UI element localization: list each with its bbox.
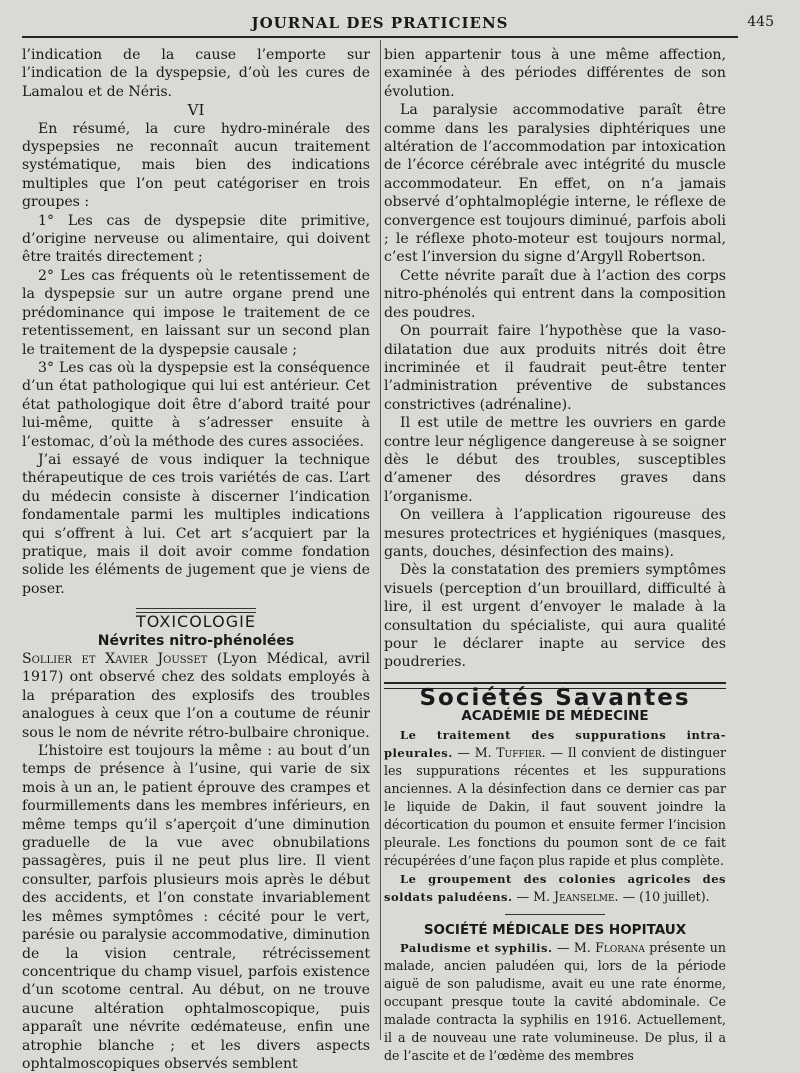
article-intro — [22, 650, 370, 742]
paragraph: l’indication de la cause l’emporte sur l’indication de la dyspepsie, d’où les cures de Lamalou et de Néris. — [22, 47, 370, 100]
page-number: 445 — [747, 14, 774, 30]
paragraph: 1° Les cas de dyspepsie dite primitive, d’origine nerveuse ou alimentaire, qui doivent être traités directement ; — [22, 212, 370, 266]
paragraph: J’ai essayé de vous indiquer la technique thérapeutique de ces trois variétés de cas. L’art du médecin consiste à discerner l’indication fondamentale parmi les multiples indications qui s’offrent à lui. Cet art s’acquiert par la pratique, mais il doit avoir comme fondation solide les éléments de jugement que je viens de poser. — [22, 451, 370, 597]
society-report — [384, 726, 726, 906]
report-date: (10 juillet). — [639, 888, 710, 904]
report-text: — Il convient de distinguer les suppurations récentes et les suppurations anciennes. A la désinfection dans ce dernier cas par le liquide de Dakin, il faut souvent joindre la décortication du poumon et ensuite fermer l’incision pleurale. Les fonctions du poumon sont de ce fait récupérées d’une façon plus rapide et plus complète. — [384, 744, 726, 868]
report-title: Paludisme et syphilis. — [400, 941, 553, 956]
citation: (Lyon Médical, avril 1917) — [22, 651, 371, 686]
paragraph: Il est utile de mettre les ouvriers en garde contre leur négligence dangereuse à se soigner dès le début des troubles, susceptibles d’amener des désordres graves dans l’organisme. — [384, 415, 726, 505]
report-author: M. Jeanselme. — [533, 888, 619, 904]
paragraph: bien appartenir tous à une même affection, examinée à des périodes différentes de son évolution. — [384, 47, 726, 100]
left-column — [22, 46, 370, 1073]
paragraph: On pourrait faire l’hypothèse que la vaso-dilatation due aux produits nitrés doit être incriminée et il faudrait peut-être tenter l’administration préventive de substances constrictives (adrénaline). — [384, 323, 726, 413]
report-title: Le groupement des colonies agricoles des soldats paludéens. — [384, 871, 726, 904]
rubric-heading: TOXICOLOGIE — [136, 612, 256, 632]
paragraph: L’histoire est toujours la même : au bout d’un temps de présence à l’usine, qui varie de six mois à un an, le patient éprouve des crampes et fourmillements dans les membres inférieurs, en même temps qu’il s’aperçoit d’une diminution graduelle de la vue avec obnubilations passagères, puis il ne peut plus lire. Il vient consulter, parfois plusieurs mois après le début des accidents, et l’on constate invariablement les mêmes symptômes : cécité pour le vert, parésie ou paralysie accommodative, diminution de la vision centrale, rétrécissement concentrique du champ visuel, parfois existence d’un scotome central. Au début, on ne trouve aucune altération ophtalmoscopique, puis apparaît une névrite œdémateuse, enfin une atrophie blanche ; et les divers aspects ophtalmoscopiques observés semblent — [22, 743, 370, 1072]
report-text: présente un malade, ancien paludéen qui, lors de la période aiguë de son paludisme, avait eu une rate énorme, occupant presque toute la cavité abdominale. Ce malade contracta la syphilis en 1916. Actuellement, il a de nouveau une rate volumineuse. De plus, il a de l’ascite et de l’œdème des membres — [384, 940, 726, 1064]
section-heading: Sociétés Savantes — [419, 684, 691, 711]
paragraph: ont observé chez des soldats employés à la préparation des explosifs des troubles analogues à ceux que l’on a coutume de réunir sous le nom de névrite rétro-bulbaire chronique. — [22, 669, 370, 741]
journal-title: JOURNAL DES PRATICIENS — [251, 14, 509, 32]
paragraph: En résumé, la cure hydro-minérale des dyspepsies ne reconnaît aucun traitement systématique, mais bien des indications multiples que l’on peut catégoriser en trois groupes : — [22, 120, 370, 211]
article-title: Névrites nitro-phénolées — [97, 632, 295, 649]
society-heading: ACADÉMIE DE MÉDECINE — [461, 708, 649, 725]
report-author: M. Florana — [573, 940, 645, 956]
report-item: Le groupement des colonies agricoles des soldats paludéens. — M. Jeanselme. — (10 juillet). — [384, 871, 726, 904]
report-author: M. Tuffier. — [474, 744, 546, 760]
society-report — [384, 939, 726, 1065]
paragraph: La paralysie accommodative paraît être comme dans les paralysies diphtériques une altération de l’accommodation par intoxication de l’écorce cérébrale avec intégrité du muscle accommodateur. En effet, on n’a jamais observé d’ophtalmoplégie interne, le réflexe de convergence est toujours diminué, parfois aboli ; le réflexe photo-moteur est toujours normal, c’est l’inversion du signe d’Argyll Robertson. — [384, 102, 726, 266]
divider — [505, 914, 605, 915]
column-divider — [380, 40, 381, 1040]
section-number: VI — [187, 101, 205, 120]
society-heading: SOCIÉTÉ MÉDICALE DES HOPITAUX — [423, 921, 687, 938]
report-title: Le traitement des suppurations intra-pleurales. — [384, 727, 726, 760]
paragraph: 2° Les cas fréquents où le retentissement de la dyspepsie sur un autre organe prend une prédominance qui impose le traitement de ce retentissement, en laissant sur un second plan le traitement de la dyspepsie causale ; — [22, 267, 370, 358]
paragraph: Dès la constatation des premiers symptômes visuels (perception d’un brouillard, difficulté à lire, il est urgent d’envoyer le malade à la consultation du spécialiste, qui aura qualité pour le déclarer inapte au service des poudreries. — [384, 562, 726, 671]
authors: Sollier et Xavier Jousset — [22, 651, 208, 667]
paragraph: On veillera à l’application rigoureuse des mesures protectrices et hygiéniques (masques, gants, douches, désinfection des mains). — [384, 507, 726, 560]
paragraph: 3° Les cas où la dyspepsie est la conséquence d’un état pathologique qui lui est antérieur. Cet état pathologique doit être d’abord traité pour lui-même, quitte à s’adresser ensuite à l’estomac, d’où la méthode des cures associées. — [22, 359, 370, 450]
right-column — [384, 46, 726, 1065]
paragraph: Cette névrite paraît due à l’action des corps nitro-phénolés qui entrent dans la composition des poudres. — [384, 267, 726, 321]
report-item: Le traitement des suppurations intra-pleurales. — M. Tuffier. — Il convient de distinguer les suppurations récentes et les suppurations anciennes. A la désinfection dans ce dernier cas par le liquide de Dakin, il faut souvent joindre la décortication du poumon et ensuite fermer l’incision pleurale. Les fonctions du poumon sont de ce fait récupérées d’une façon plus rapide et plus complète. — [384, 727, 726, 868]
running-header — [22, 8, 774, 38]
report-item: Paludisme et syphilis. — M. Florana présente un malade, ancien paludéen qui, lors de la période aiguë de son paludisme, avait eu une rate énorme, occupant presque toute la cavité abdominale. Ce malade contracta la syphilis en 1916. Actuellement, il a de nouveau une rate volumineuse. De plus, il a de l’ascite et de l’œdème des membres — [384, 940, 726, 1064]
